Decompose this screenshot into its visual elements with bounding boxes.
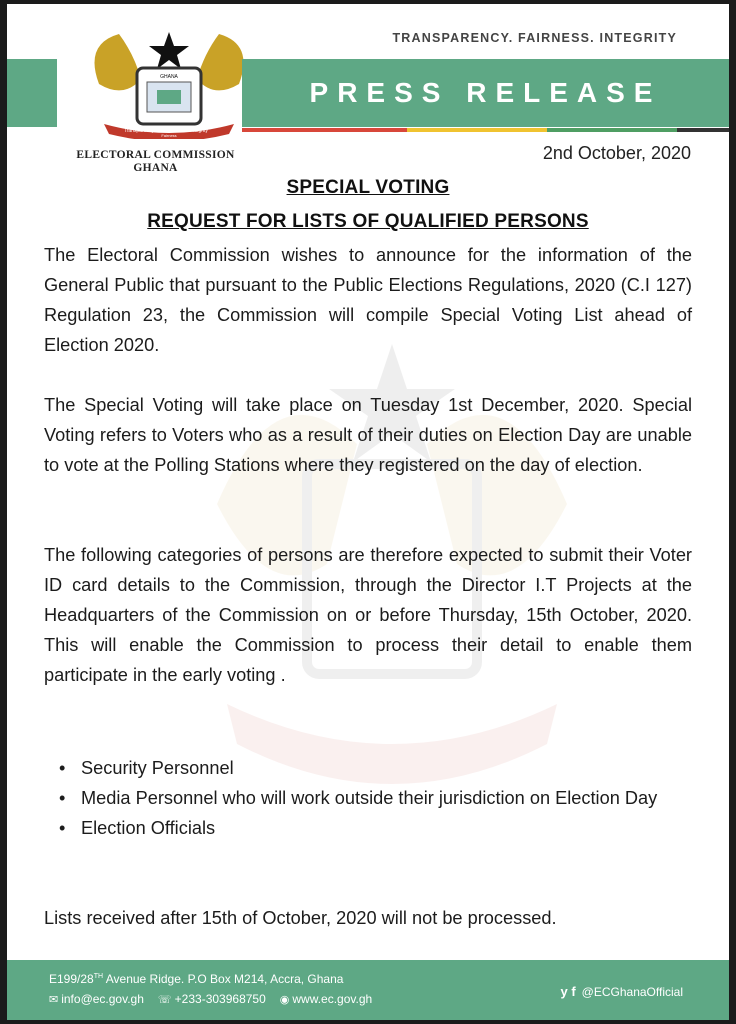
paragraph-special-voting-date: The Special Voting will take place on Tuesday 1st December, 2020. Special Voting refers to Voters who as a result of their duties on Election Day are unable to vote at the Polling Stations where they registered on the day of election. bbox=[44, 395, 692, 475]
footer-contacts bbox=[49, 992, 372, 1006]
categories-list bbox=[59, 753, 692, 843]
footer-address: E199/28TH Avenue Ridge. P.O Box M214, Accra, Ghana bbox=[49, 972, 344, 986]
social-handle: @ECGhanaOfficial bbox=[581, 984, 683, 999]
svg-text:GHANA: GHANA bbox=[160, 74, 178, 80]
footer-email[interactable]: ✉ info@ec.gov.gh bbox=[49, 992, 144, 1006]
footer-phone[interactable]: ☏ +233-303968750 bbox=[157, 992, 266, 1006]
globe-icon: ◉ bbox=[279, 994, 290, 1006]
flag-stripe-red bbox=[242, 128, 407, 132]
organization-name bbox=[63, 149, 248, 175]
release-date: 2nd October, 2020 bbox=[542, 143, 691, 163]
footer-social[interactable] bbox=[560, 984, 683, 999]
org-name-line2: GHANA bbox=[133, 162, 178, 174]
phone-icon: ☏ bbox=[157, 994, 172, 1006]
svg-text:Integrity: Integrity bbox=[190, 128, 208, 134]
flag-stripe-black bbox=[677, 128, 729, 132]
document-title: SPECIAL VOTING bbox=[286, 177, 450, 198]
mail-icon: ✉ bbox=[49, 994, 59, 1006]
svg-text:Fairness: Fairness bbox=[161, 133, 177, 138]
social-media-icon: y f bbox=[560, 984, 576, 999]
ec-ghana-logo bbox=[79, 24, 259, 139]
flag-stripe-yellow bbox=[407, 128, 547, 132]
flag-stripe-green bbox=[547, 128, 677, 132]
paragraph-categories-intro: The following categories of persons are therefore expected to submit their Voter ID card details to the Commission, through the Director I.T Projects at the Headquarters of the Commission on or before Thursday, 15th October, 2020. This will enable the Commission to process their detail to enable them participate in the early voting . bbox=[44, 545, 692, 685]
press-release-page bbox=[7, 4, 729, 1020]
paragraph-announcement: The Electoral Commission wishes to announce for the information of the General Public that pursuant to the Public Elections Regulations, 2020 (C.I 127) Regulation 23, the Commission will compile Special Voting List ahead of Election 2020. bbox=[44, 245, 692, 355]
banner-title: PRESS RELEASE bbox=[309, 77, 662, 108]
footer bbox=[7, 960, 729, 1020]
list-item: • Election Officials bbox=[59, 813, 692, 843]
closing-note: Lists received after 15th of October, 2020 will not be processed. bbox=[44, 908, 557, 928]
tagline: TRANSPARENCY. FAIRNESS. INTEGRITY bbox=[392, 31, 677, 45]
banner-left-block bbox=[7, 59, 57, 127]
list-item: • Media Personnel who will work outside their jurisdiction on Election Day bbox=[59, 783, 692, 813]
svg-text:Transparency: Transparency bbox=[123, 128, 155, 134]
press-release-banner bbox=[242, 59, 729, 127]
document-subtitle: REQUEST FOR LISTS OF QUALIFIED PERSONS bbox=[147, 211, 589, 232]
footer-website[interactable]: ◉ www.ec.gov.gh bbox=[279, 992, 373, 1006]
list-item: • Security Personnel bbox=[59, 753, 692, 783]
org-name-line1: ELECTORAL COMMISSION bbox=[76, 149, 235, 161]
